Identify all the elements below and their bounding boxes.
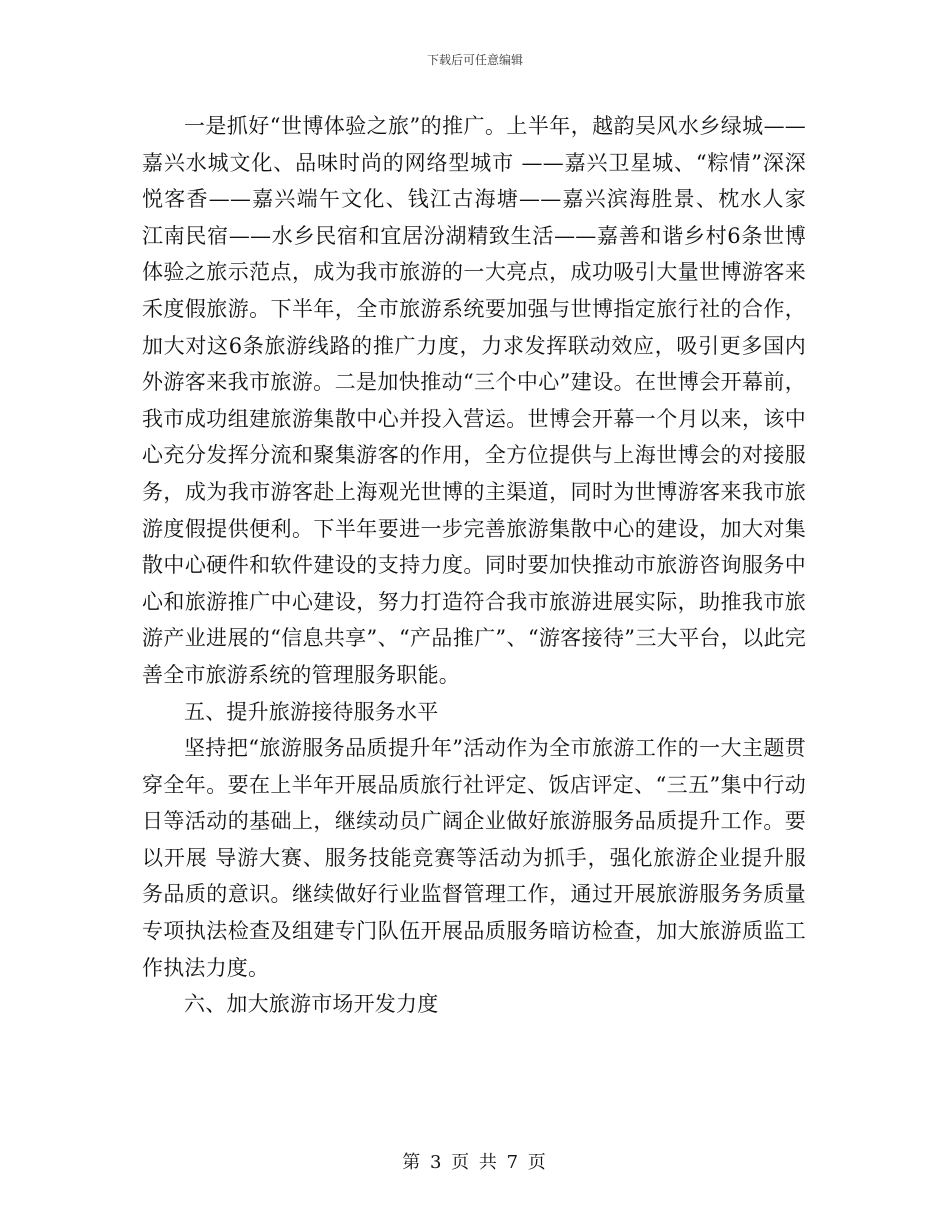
body-paragraph-1: 一是抓好“世博体验之旅”的推广。上半年，越韵吴风水乡绿城——嘉兴水城文化、品味时尚的网络型城市 ——嘉兴卫星城、“粽情”深深悦客香——嘉兴端午文化、钱江古海塘——嘉兴滨海胜景、枕水人家 江南民宿——水乡民宿和宜居汾湖精致生活——嘉善和谐乡村6条世博体验之旅示范点，成为我市旅游的一大亮点，成功吸引大量世博游客来禾度假旅游。下半年，全市旅游系统要加强与世博指定旅行社的合作，加大对这6条旅游线路的推广力度，力求发挥联动效应，吸引更多国内外游客来我市旅游。二是加快推动“三个中心”建设。在世博会开幕前，我市成功组建旅游集散中心并投入营运。世博会开幕一个月以来，该中心充分发挥分流和聚集游客的作用，全方位提供与上海世博会的对接服务，成为我市游客赴上海观光世博的主渠道，同时为世博游客来我市旅游度假提供便利。下半年要进一步完善旅游集散中心的建设，加大对集散中心硬件和软件建设的支持力度。同时要加快推动市旅游咨询服务中心和旅游推广中心建设，努力打造符合我市旅游进展实际，助推我市旅游产业进展的“信息共享”、“产品推广”、“游客接待”三大平台，以此完善全市旅游系统的管理服务职能。 [142, 114, 806, 687]
document-body [142, 108, 806, 1023]
body-paragraph-2: 坚持把“旅游服务品质提升年”活动作为全市旅游工作的一大主题贯穿全年。要在上半年开展品质旅行社评定、饭店评定、“三五”集中行动日等活动的基础上，继续动员广阔企业做好旅游服务品质提升工作。要以开展 导游大赛、服务技能竞赛等活动为抓手，强化旅游企业提升服务品质的意识。继续做好行业监督管理工作，通过开展旅游服务务质量专项执法检查及组建专门队伍开展品质服务暗访检查，加大旅游质监工作执法力度。 [142, 736, 806, 980]
page-number: 第 3 页 共 7 页 [402, 1152, 548, 1173]
page-header-note: 下载后可任意编辑 [426, 53, 523, 67]
section-heading-6: 六、加大旅游市场开发力度 [184, 992, 439, 1017]
section-heading-5: 五、提升旅游接待服务水平 [184, 699, 439, 724]
